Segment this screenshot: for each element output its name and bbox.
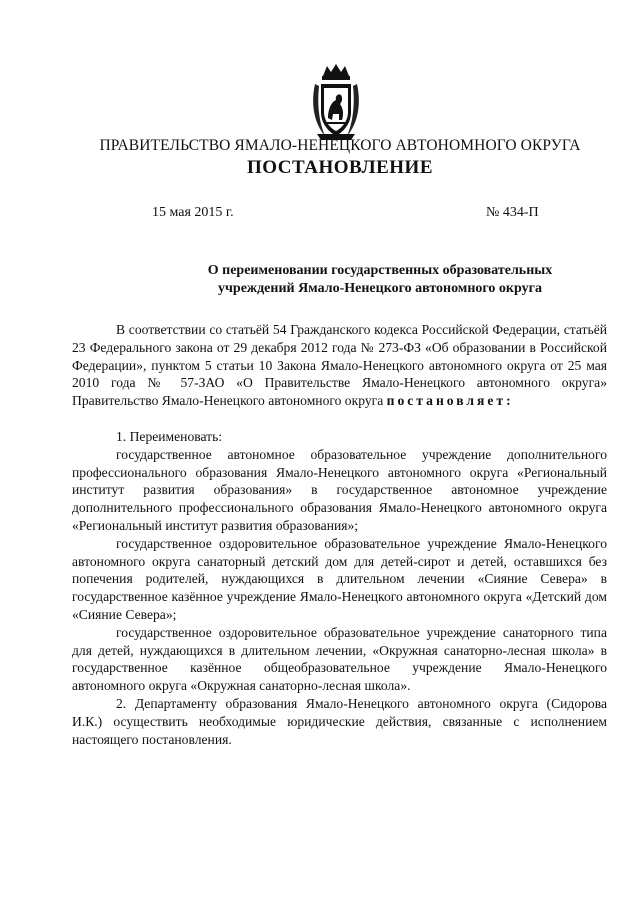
document-number: № 434-П <box>486 205 539 220</box>
item-1-a: государственное автономное образовательное учреждение дополнительного профессионального образования Ямало-Ненецкого автономного округа «Региональный институт развития образования» в государственное автономное учреждение дополнительного профессионального образования Ямало-Ненецкого автономного округа «Региональный институт развития образования»; <box>72 446 607 533</box>
item-1-c: государственное оздоровительное образовательное учреждение санаторного типа для детей, нуждающихся в длительном лечении, «Окружная санаторно-лесная школа» в государственное казённое общеобразовательное учреждение Ямало-Ненецкого автономного округа «Окружная санаторно-лесная школа». <box>72 624 607 694</box>
document-type: ПОСТАНОВЛЕНИЕ <box>246 157 434 178</box>
subject-line-2: учреждений Ямало-Ненецкого автономного округа <box>218 281 542 296</box>
document-body <box>72 321 607 748</box>
subject-line-1: О переименовании государственных образовательных <box>207 263 553 278</box>
item-1-b: государственное оздоровительное образовательное учреждение Ямало-Ненецкого автономного округа санаторный детский дом для детей-сирот и детей, оставшихся без попечения родителей, нуждающихся в длительном лечении «Сияние Севера» в государственное казённое учреждение Ямало-Ненецкого автономного округа «Детский дом «Сияние Севера»; <box>72 535 607 622</box>
document-subject <box>80 262 640 298</box>
item-1-heading: 1. Переименовать: <box>116 428 223 444</box>
coat-of-arms-icon <box>309 62 363 142</box>
document-date: 15 мая 2015 г. <box>152 205 234 220</box>
item-2: 2. Департаменту образования Ямало-Ненецкого автономного округа (Сидорова И.К.) осуществить необходимые юридические действия, связанные с исполнением настоящего постановления. <box>72 695 607 747</box>
government-name: ПРАВИТЕЛЬСТВО ЯМАЛО-НЕНЕЦКОГО АВТОНОМНОГО ОКРУГА <box>99 137 581 154</box>
preamble-paragraph <box>72 321 607 410</box>
preamble-text: В соответствии со статьёй 54 Гражданского кодекса Российской Федерации, статьёй 23 Федерального закона от 29 декабря 2012 года № 273-ФЗ «Об образовании в Российской Федерации», пунктом 5 статьи 10 Закона Ямало-Ненецкого автономного округа от 25 мая 2010 года № 57-ЗАО «О Правительстве Ямало-Ненецкого автономного округа» Правительство Ямало-Ненецкого автономного округа <box>72 322 607 409</box>
preamble-verb: постановляет: <box>386 393 514 409</box>
paragraph-gap <box>72 410 607 428</box>
